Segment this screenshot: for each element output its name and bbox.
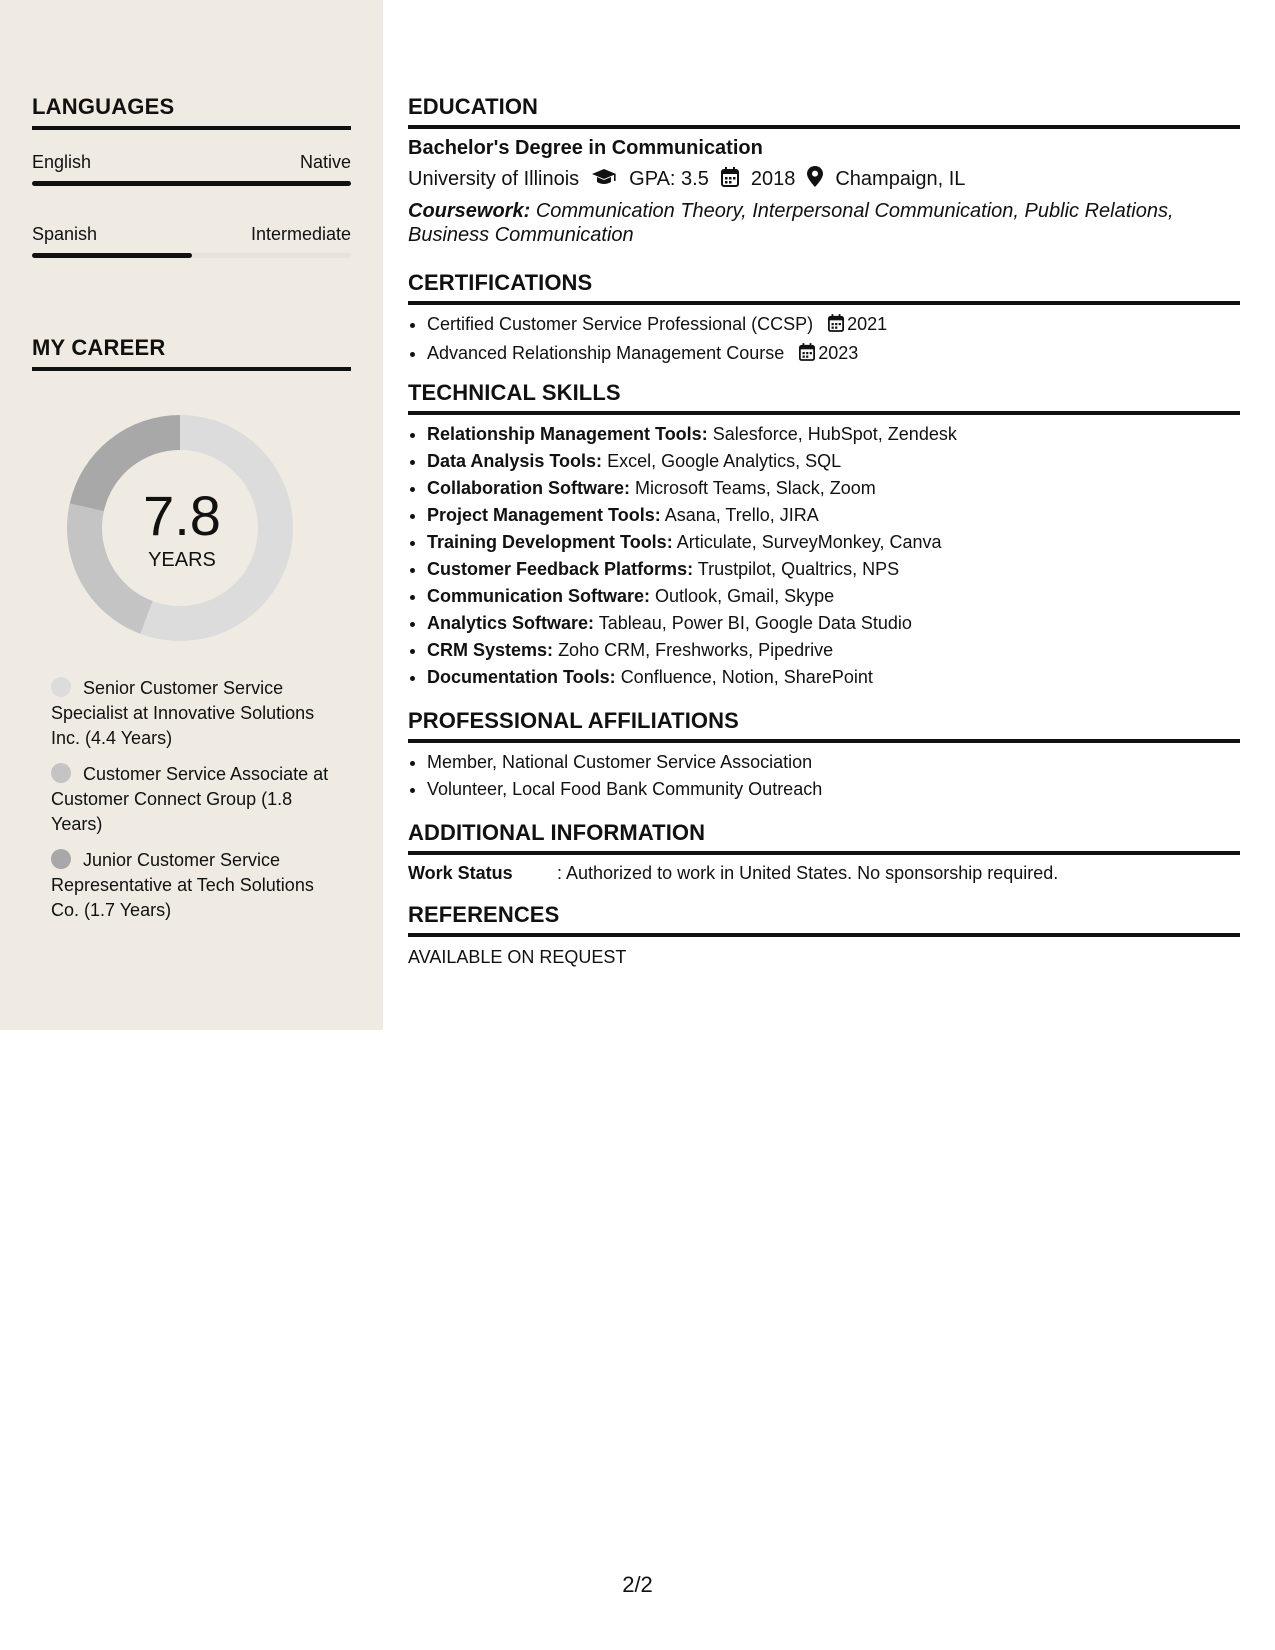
career-item bbox=[51, 676, 331, 751]
skill-item bbox=[427, 610, 1240, 637]
certifications-list bbox=[408, 311, 1240, 369]
education-section bbox=[408, 94, 1240, 247]
language-proficiency-fill bbox=[32, 253, 192, 258]
skill-label: Analytics Software: bbox=[427, 613, 595, 633]
certification-year: 2021 bbox=[847, 314, 888, 334]
career-list bbox=[51, 676, 331, 934]
legend-dot bbox=[51, 677, 71, 697]
skills-heading: TECHNICAL SKILLS bbox=[408, 380, 1240, 415]
career-total-label: YEARS bbox=[148, 549, 216, 571]
work-status-value: : Authorized to work in United States. No sponsorship required. bbox=[557, 863, 1059, 883]
skill-label: CRM Systems: bbox=[427, 640, 554, 660]
certification-year: 2023 bbox=[818, 343, 859, 363]
skill-value: Zoho CRM, Freshworks, Pipedrive bbox=[558, 640, 834, 660]
skill-label: Customer Feedback Platforms: bbox=[427, 559, 694, 579]
certification-name: Advanced Relationship Management Course bbox=[427, 343, 785, 363]
skill-item bbox=[427, 529, 1240, 556]
map-pin-icon bbox=[807, 166, 823, 193]
calendar-icon bbox=[721, 167, 739, 193]
skill-label: Data Analysis Tools: bbox=[427, 451, 603, 471]
language-name: Spanish bbox=[32, 224, 98, 244]
skill-item bbox=[427, 583, 1240, 610]
affiliation-item: • Volunteer, Local Food Bank Community Outreach bbox=[427, 776, 1240, 803]
languages-heading: LANGUAGES bbox=[32, 94, 351, 130]
education-details bbox=[408, 166, 1240, 193]
career-heading: MY CAREER bbox=[32, 335, 351, 371]
affiliations-list bbox=[408, 749, 1240, 803]
skill-value: Tableau, Power BI, Google Data Studio bbox=[598, 613, 912, 633]
skill-label: Relationship Management Tools: bbox=[427, 424, 708, 444]
skill-label: Documentation Tools: bbox=[427, 667, 616, 687]
languages-section bbox=[32, 94, 351, 258]
skill-item bbox=[427, 448, 1240, 475]
skill-item bbox=[427, 475, 1240, 502]
skill-value: Asana, Trello, JIRA bbox=[664, 505, 819, 525]
references-text: AVAILABLE ON REQUEST bbox=[408, 947, 627, 967]
references-section bbox=[408, 902, 1240, 968]
certifications-heading: CERTIFICATIONS bbox=[408, 270, 1240, 305]
certification-name: Certified Customer Service Professional (CCSP) bbox=[427, 314, 814, 334]
graduation-cap-icon bbox=[591, 168, 617, 192]
language-level: Intermediate bbox=[250, 224, 351, 244]
degree-title: Bachelor's Degree in Communication bbox=[408, 137, 763, 159]
skill-item bbox=[427, 502, 1240, 529]
career-item-text: Customer Service Associate at Customer Connect Group (1.8 Years) bbox=[51, 764, 329, 834]
language-row-english bbox=[32, 152, 351, 173]
education-heading: EDUCATION bbox=[408, 94, 1240, 129]
skill-label: Communication Software: bbox=[427, 586, 651, 606]
language-proficiency-bar bbox=[32, 253, 351, 258]
skill-item bbox=[427, 664, 1240, 691]
language-name: English bbox=[32, 152, 92, 172]
certifications-section bbox=[408, 270, 1240, 369]
skill-item bbox=[427, 637, 1240, 664]
affiliations-section bbox=[408, 708, 1240, 803]
sidebar bbox=[0, 0, 383, 1030]
coursework-list: Communication Theory, Interpersonal Communication, Public Relations, Business Communication bbox=[408, 200, 1174, 246]
coursework-label: Coursework: bbox=[408, 200, 531, 222]
references-heading: REFERENCES bbox=[408, 902, 1240, 937]
career-donut-chart bbox=[32, 410, 332, 650]
legend-dot bbox=[51, 763, 71, 783]
page-number: 2/2 bbox=[622, 1572, 653, 1597]
graduation-year: 2018 bbox=[750, 168, 796, 190]
skill-value: Excel, Google Analytics, SQL bbox=[607, 451, 842, 471]
skill-item bbox=[427, 556, 1240, 583]
skill-label: Collaboration Software: bbox=[427, 478, 631, 498]
affiliations-heading: PROFESSIONAL AFFILIATIONS bbox=[408, 708, 1240, 743]
language-proficiency-fill bbox=[32, 181, 351, 186]
skill-item bbox=[427, 421, 1240, 448]
language-level: Native bbox=[299, 152, 351, 172]
skill-value: Microsoft Teams, Slack, Zoom bbox=[635, 478, 876, 498]
work-status-row bbox=[408, 863, 1240, 884]
certification-item bbox=[427, 340, 1240, 369]
skill-value: Outlook, Gmail, Skype bbox=[655, 586, 835, 606]
calendar-icon bbox=[799, 342, 815, 369]
language-proficiency-bar bbox=[32, 181, 351, 186]
skills-section bbox=[408, 380, 1240, 691]
certification-item bbox=[427, 311, 1240, 340]
work-status-label: Work Status bbox=[408, 863, 513, 883]
legend-dot bbox=[51, 849, 71, 869]
school-location: Champaign, IL bbox=[835, 168, 966, 190]
affiliation-item: • Member, National Customer Service Association bbox=[427, 749, 1240, 776]
skill-value: Confluence, Notion, SharePoint bbox=[620, 667, 873, 687]
additional-info-section bbox=[408, 820, 1240, 884]
additional-info-heading: ADDITIONAL INFORMATION bbox=[408, 820, 1240, 855]
school-name: University of Illinois bbox=[408, 168, 580, 190]
career-total-years: 7.8 bbox=[143, 484, 221, 547]
calendar-icon bbox=[828, 313, 844, 340]
skill-value: Salesforce, HubSpot, Zendesk bbox=[712, 424, 957, 444]
skill-value: Trustpilot, Qualtrics, NPS bbox=[697, 559, 900, 579]
gpa: GPA: 3.5 bbox=[629, 168, 709, 190]
coursework bbox=[408, 199, 1240, 247]
skill-label: Project Management Tools: bbox=[427, 505, 661, 525]
career-item bbox=[51, 848, 331, 923]
career-section bbox=[32, 335, 351, 371]
career-item bbox=[51, 762, 331, 837]
skills-list bbox=[408, 421, 1240, 691]
skill-label: Training Development Tools: bbox=[427, 532, 673, 552]
language-row-spanish bbox=[32, 224, 351, 245]
skill-value: Articulate, SurveyMonkey, Canva bbox=[676, 532, 942, 552]
career-item-text: Senior Customer Service Specialist at Innovative Solutions Inc. (4.4 Years) bbox=[51, 678, 315, 748]
career-item-text: Junior Customer Service Representative at Tech Solutions Co. (1.7 Years) bbox=[51, 850, 314, 920]
